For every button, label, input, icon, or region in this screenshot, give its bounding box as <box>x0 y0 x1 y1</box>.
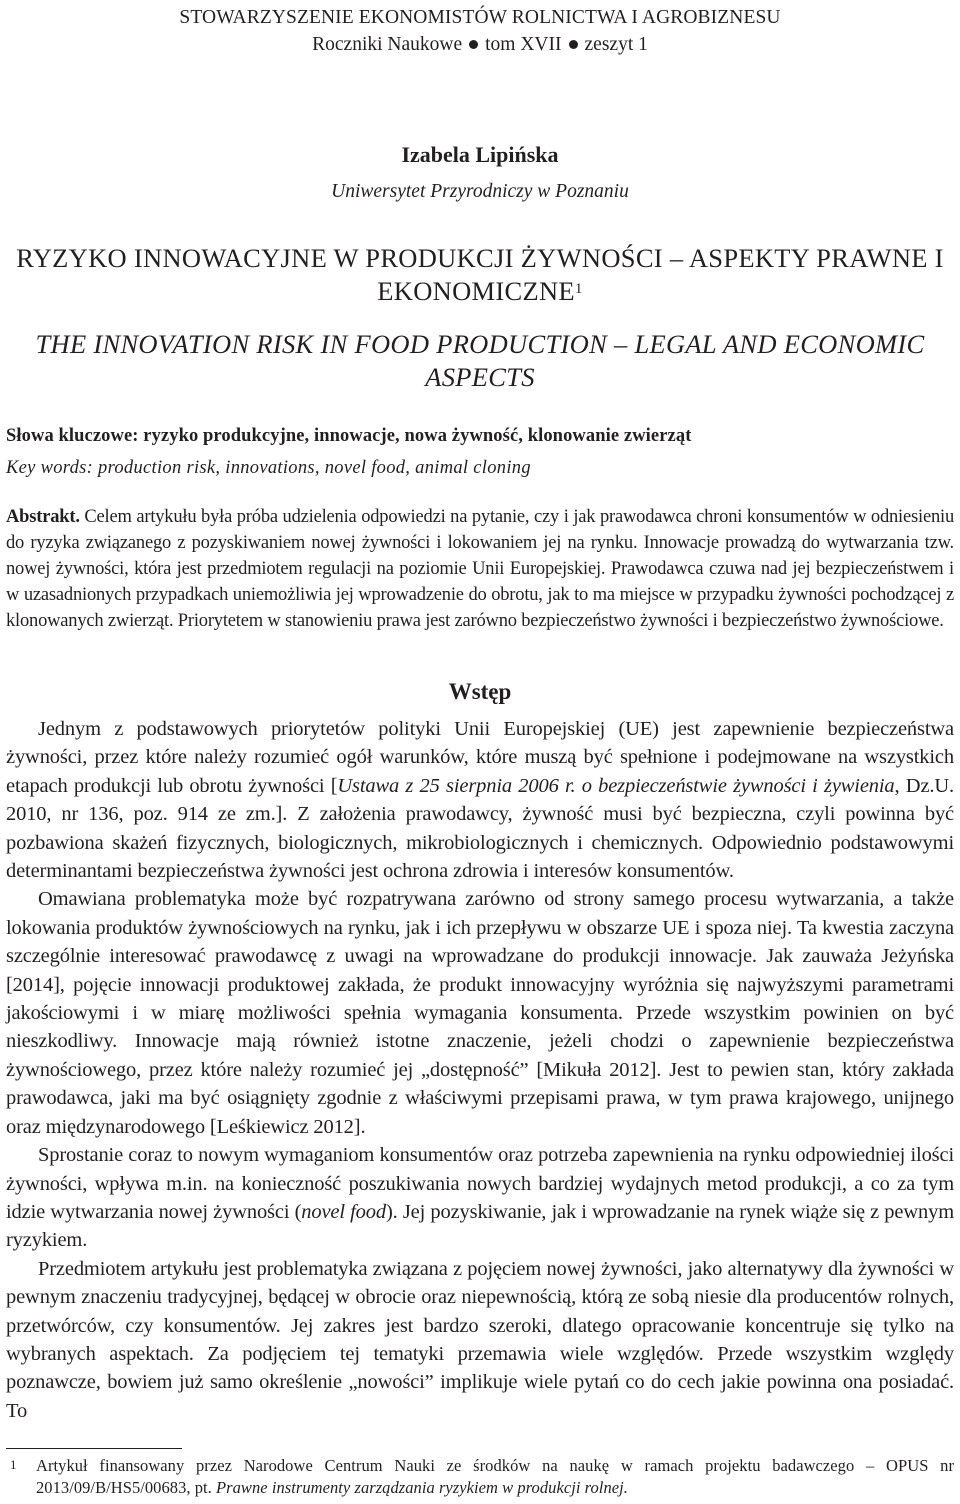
citation-title: Ustawa z 25 sierpnia 2006 r. o bezpieczeństwie żywności i żywienia <box>337 774 895 797</box>
bullet-separator-icon <box>469 40 478 49</box>
footnote-marker: 1 <box>574 281 583 297</box>
author-name: Izabela Lipińska <box>401 142 559 167</box>
journal-volume: tom XVII <box>485 34 562 55</box>
paragraph-text: , Dz.U. 2010, nr 136, poz. 914 ze zm.]. Z założenia prawodawcy, żywność musi być bezpieczna, czyli powinna być pozbawiona skażeń fizycznych, biologicznych, mikrobiologicznych i chemicznych. Odpowiednio podstawowymi determinantami bezpieczeństwa żywności jest ochrona zdrowia i interesów konsumentów. <box>6 774 955 883</box>
italic-term: novel food <box>301 1200 386 1223</box>
paragraph <box>6 1141 954 1255</box>
section-heading: Wstęp <box>448 679 512 704</box>
abstract-text: Celem artykułu była próba udzielenia odpowiedzi na pytanie, czy i jak prawodawca chroni konsumentów w odniesieniu do ryzyka związanego z pozyskiwaniem nowej żywności i lokowaniem jej na rynku. Innowacje prowadzą do wytwarzania tzw. nowej żywności, która jest przedmiotem regulacji na poziomie Unii Europejskiej. Prawodawca czuwa nad jej bezpieczeństwem i w uzasadnionych przypadkach uniemożliwia jej wprowadzenie do obrotu, jak to ma miejsce w przypadku żywności pochodzącej z klonowanych zwierząt. Priorytetem w stanowieniu prawa jest zarówno bezpieczeństwo żywności i bezpieczeństwo żywnościowe. <box>6 507 954 631</box>
title-polish <box>6 242 954 308</box>
footnote-project-title: Prawne instrumenty zarządzania ryzykiem w produkcji rolnej. <box>216 1478 628 1497</box>
footnote <box>6 1455 954 1499</box>
footnote-divider <box>6 1448 182 1449</box>
footnote-text <box>36 1455 954 1499</box>
journal-header <box>6 31 954 59</box>
journal-issue: zeszyt 1 <box>584 34 648 55</box>
footnote-text-main: Artykuł finansowany przez Narodowe Centrum Nauki ze środków na naukę w ramach projektu badawczego – OPUS nr 2013/09/B/HS5/00683, pt. <box>36 1456 954 1497</box>
abstract-label: Abstrakt. <box>6 507 80 527</box>
keywords-polish: Słowa kluczowe: ryzyko produkcyjne, innowacje, nowa żywność, klonowanie zwierząt <box>6 426 692 446</box>
journal-name: Roczniki Naukowe <box>312 34 463 55</box>
paragraph <box>6 715 954 885</box>
paragraph-text: Sprostanie coraz to nowym wymaganiom konsumentów oraz potrzeba zapewnienia na rynku odpowiedniej ilości żywności, wpływa m.in. na konieczność poszukiwania nowych bardziej wydajnych metod produkcji, a co za tym idzie wytwarzania nowej żywności ( <box>6 1144 954 1223</box>
society-header: STOWARZYSZENIE EKONOMISTÓW ROLNICTWA I AGROBIZNESU <box>179 7 781 28</box>
paragraph-text: Jednym z podstawowych priorytetów polityki Unii Europejskiej (UE) jest zapewnienie bezpieczeństwa żywności, przez które należy rozumieć ogół warunków, które muszą być spełnione i podejmowane na wszystkich etapach produkcji lub obrotu żywności [ <box>6 718 954 797</box>
paragraph: Omawiana problematyka może być rozpatrywana zarówno od strony samego procesu wytwarzania, a także lokowania produktów żywnościowych na rynku, jak i ich przepływu w obszarze UE i spoza niej. Ta kwestia zaczyna szczególnie interesować prawodawcę z uwagi na wprowadzane do produkcji innowacje. Jak zauważa Jeżyńska [2014], pojęcie innowacji produktowej zakłada, że produkt innowacyjny wyróżnia się najwyższymi parametrami jakościowymi i w miarę możliwości spełnia wymagania konsumenta. Przede wszystkim powinien on być nieszkodliwy. Innowacje mają również istotne znaczenie, jeżeli chodzi o zapewnienie bezpieczeństwa żywnościowego, przez które należy rozumieć jej „dostępność” [Mikuła 2012]. Jest to pewien stan, który zakłada prawodawca, jaki ma być osiągnięty zgodnie z właściwymi przepisami prawa, w tym prawa krajowego, unijnego oraz międzynarodowego [Leśkiewicz 2012]. <box>6 888 954 1138</box>
body-text <box>6 715 954 1425</box>
title-english: THE INNOVATION RISK IN FOOD PRODUCTION – LEGAL AND ECONOMIC ASPECTS <box>35 329 925 392</box>
author-affiliation: Uniwersytet Przyrodniczy w Poznaniu <box>331 181 629 202</box>
bullet-separator-icon <box>569 40 578 49</box>
paragraph: Przedmiotem artykułu jest problematyka związana z pojęciem nowej żywności, jako alternatywy dla żywności w pewnym znaczeniu tradycyjnej, będącej w obrocie oraz niepewnością, którą ze sobą niesie dla producentów rolnych, przetwórców, czy konsumentów. Jej zakres jest bardzo szeroki, dlatego opracowanie koncentruje się tylko na wybranych aspektach. Za podjęciem tej tematyki przemawia wiele względów. Przede wszystkim względy poznawcze, bowiem już samo określenie „nowości” implikuje wiele pytań co do cech jakie powinna ona posiadać. To <box>6 1257 954 1422</box>
abstract <box>6 504 954 634</box>
footnote-number: 1 <box>10 1457 17 1472</box>
title-polish-text: RYZYKO INNOWACYJNE W PRODUKCJI ŻYWNOŚCI – ASPEKTY PRAWNE I EKONOMICZNE <box>16 243 944 306</box>
keywords-english: Key words: production risk, innovations, novel food, animal cloning <box>6 458 531 478</box>
paragraph-text: ). Jej pozyskiwanie, jak i wprowadzanie na rynek wiąże się z pewnym ryzykiem. <box>6 1200 955 1252</box>
